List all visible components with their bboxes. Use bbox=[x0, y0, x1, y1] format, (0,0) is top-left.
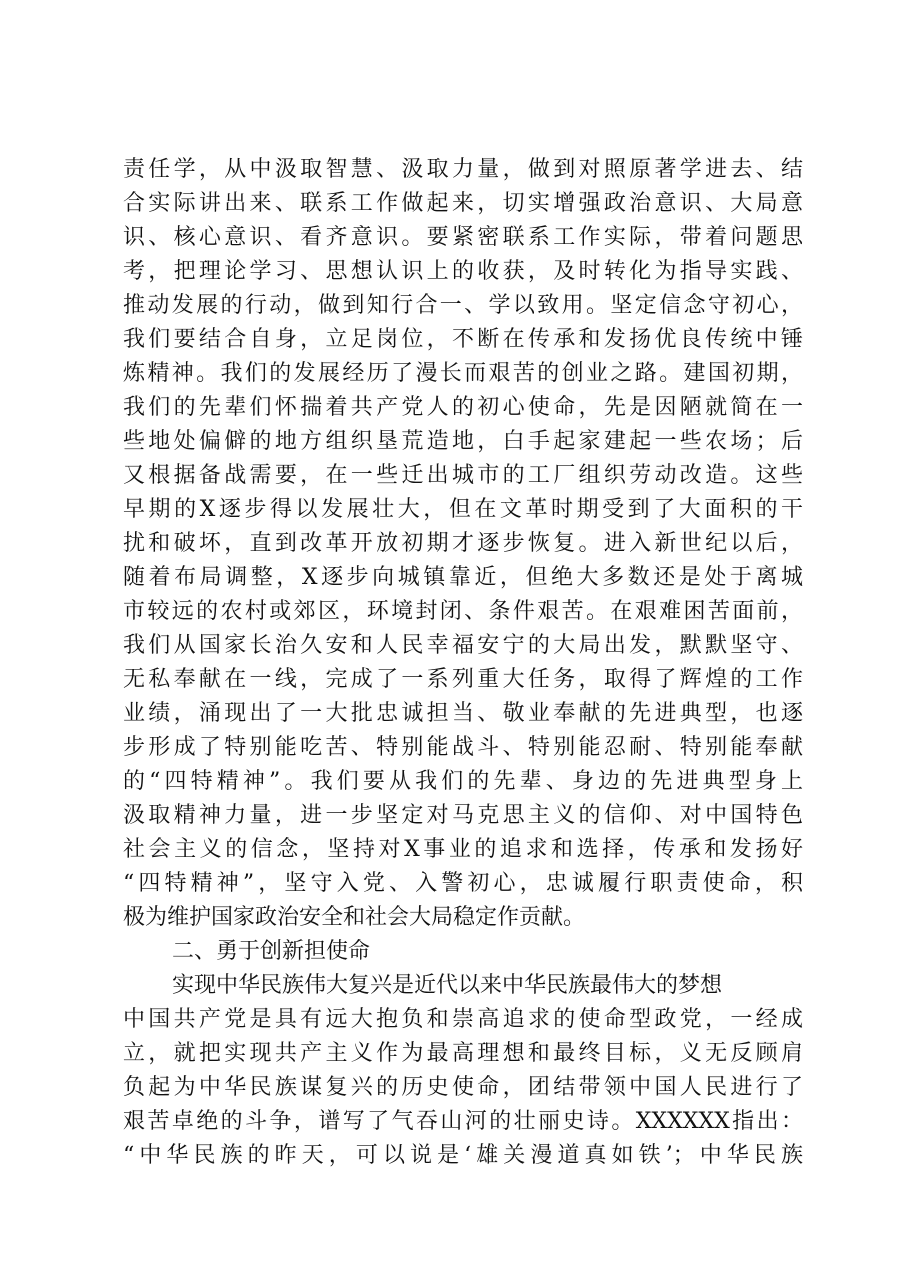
paragraph-1-line-16: 无私奉献在一线，完成了一系列重大任务，取得了辉煌的工作 bbox=[123, 667, 803, 692]
section-heading: 二、勇于创新担使命 bbox=[172, 939, 371, 964]
paragraph-1-line-19: 的“四特精神”。我们要从我们的先辈、身边的先进典型身上 bbox=[123, 769, 803, 794]
paragraph-2-line-3: 立，就把实现共产主义作为最高理想和最终目标，义无反顾肩 bbox=[123, 1041, 803, 1066]
paragraph-2-line-5: 艰苦卓绝的斗争，谱写了气吞山河的壮丽史诗。XXXXXX指出： bbox=[123, 1109, 803, 1134]
paragraph-2-line-6: “中华民族的昨天，可以说是‘雄关漫道真如铁’；中华民族 bbox=[123, 1143, 803, 1168]
paragraph-1-line-5: 推动发展的行动，做到知行合一、学以致用。坚定信念守初心， bbox=[123, 293, 803, 318]
paragraph-1-line-23: 极为维护国家政治安全和社会大局稳定作贡献。 bbox=[123, 905, 586, 930]
paragraph-1-line-22: “四特精神”，坚守入党、入警初心，忠诚履行职责使命，积 bbox=[123, 871, 803, 896]
paragraph-1-line-3: 识、核心意识、看齐意识。要紧密联系工作实际，带着问题思 bbox=[123, 225, 803, 250]
paragraph-1-line-21: 社会主义的信念，坚持对X事业的追求和选择，传承和发扬好 bbox=[123, 837, 803, 862]
paragraph-1-line-7: 炼精神。我们的发展经历了漫长而艰苦的创业之路。建国初期， bbox=[123, 361, 803, 386]
paragraph-1-line-2: 合实际讲出来、联系工作做起来，切实增强政治意识、大局意 bbox=[123, 191, 803, 216]
paragraph-1-line-11: 早期的X逐步得以发展壮大，但在文革时期受到了大面积的干 bbox=[123, 497, 803, 522]
paragraph-2-line-4: 负起为中华民族谋复兴的历史使命，团结带领中国人民进行了 bbox=[123, 1075, 803, 1100]
paragraph-1-line-20: 汲取精神力量，进一步坚定对马克思主义的信仰、对中国特色 bbox=[123, 803, 803, 828]
paragraph-1-line-13: 随着布局调整，X逐步向城镇靠近，但绝大多数还是处于离城 bbox=[123, 565, 803, 590]
paragraph-1-line-10: 又根据备战需要，在一些迁出城市的工厂组织劳动改造。这些 bbox=[123, 463, 803, 488]
paragraph-1-line-17: 业绩，涌现出了一大批忠诚担当、敬业奉献的先进典型，也逐 bbox=[123, 701, 803, 726]
paragraph-1-line-15: 我们从国家长治久安和人民幸福安宁的大局出发，默默坚守、 bbox=[123, 633, 803, 658]
paragraph-1-line-9: 些地处偏僻的地方组织垦荒造地，白手起家建起一些农场；后 bbox=[123, 429, 803, 454]
paragraph-1-line-1: 责任学，从中汲取智慧、汲取力量，做到对照原著学进去、结 bbox=[123, 157, 803, 182]
paragraph-2-line-2: 中国共产党是具有远大抱负和崇高追求的使命型政党，一经成 bbox=[123, 1007, 803, 1032]
paragraph-1-line-8: 我们的先辈们怀揣着共产党人的初心使命，先是因陋就简在一 bbox=[123, 395, 803, 420]
paragraph-2-first-line: 实现中华民族伟大复兴是近代以来中华民族最伟大的梦想 bbox=[172, 973, 723, 998]
paragraph-1-line-12: 扰和破坏，直到改革开放初期才逐步恢复。进入新世纪以后， bbox=[123, 531, 803, 556]
paragraph-1-line-14: 市较远的农村或郊区，环境封闭、条件艰苦。在艰难困苦面前， bbox=[123, 599, 803, 624]
paragraph-1-line-18: 步形成了特别能吃苦、特别能战斗、特别能忍耐、特别能奉献 bbox=[123, 735, 803, 760]
paragraph-1-line-4: 考，把理论学习、思想认识上的收获，及时转化为指导实践、 bbox=[123, 259, 803, 284]
paragraph-1-line-6: 我们要结合自身，立足岗位，不断在传承和发扬优良传统中锤 bbox=[123, 327, 803, 352]
